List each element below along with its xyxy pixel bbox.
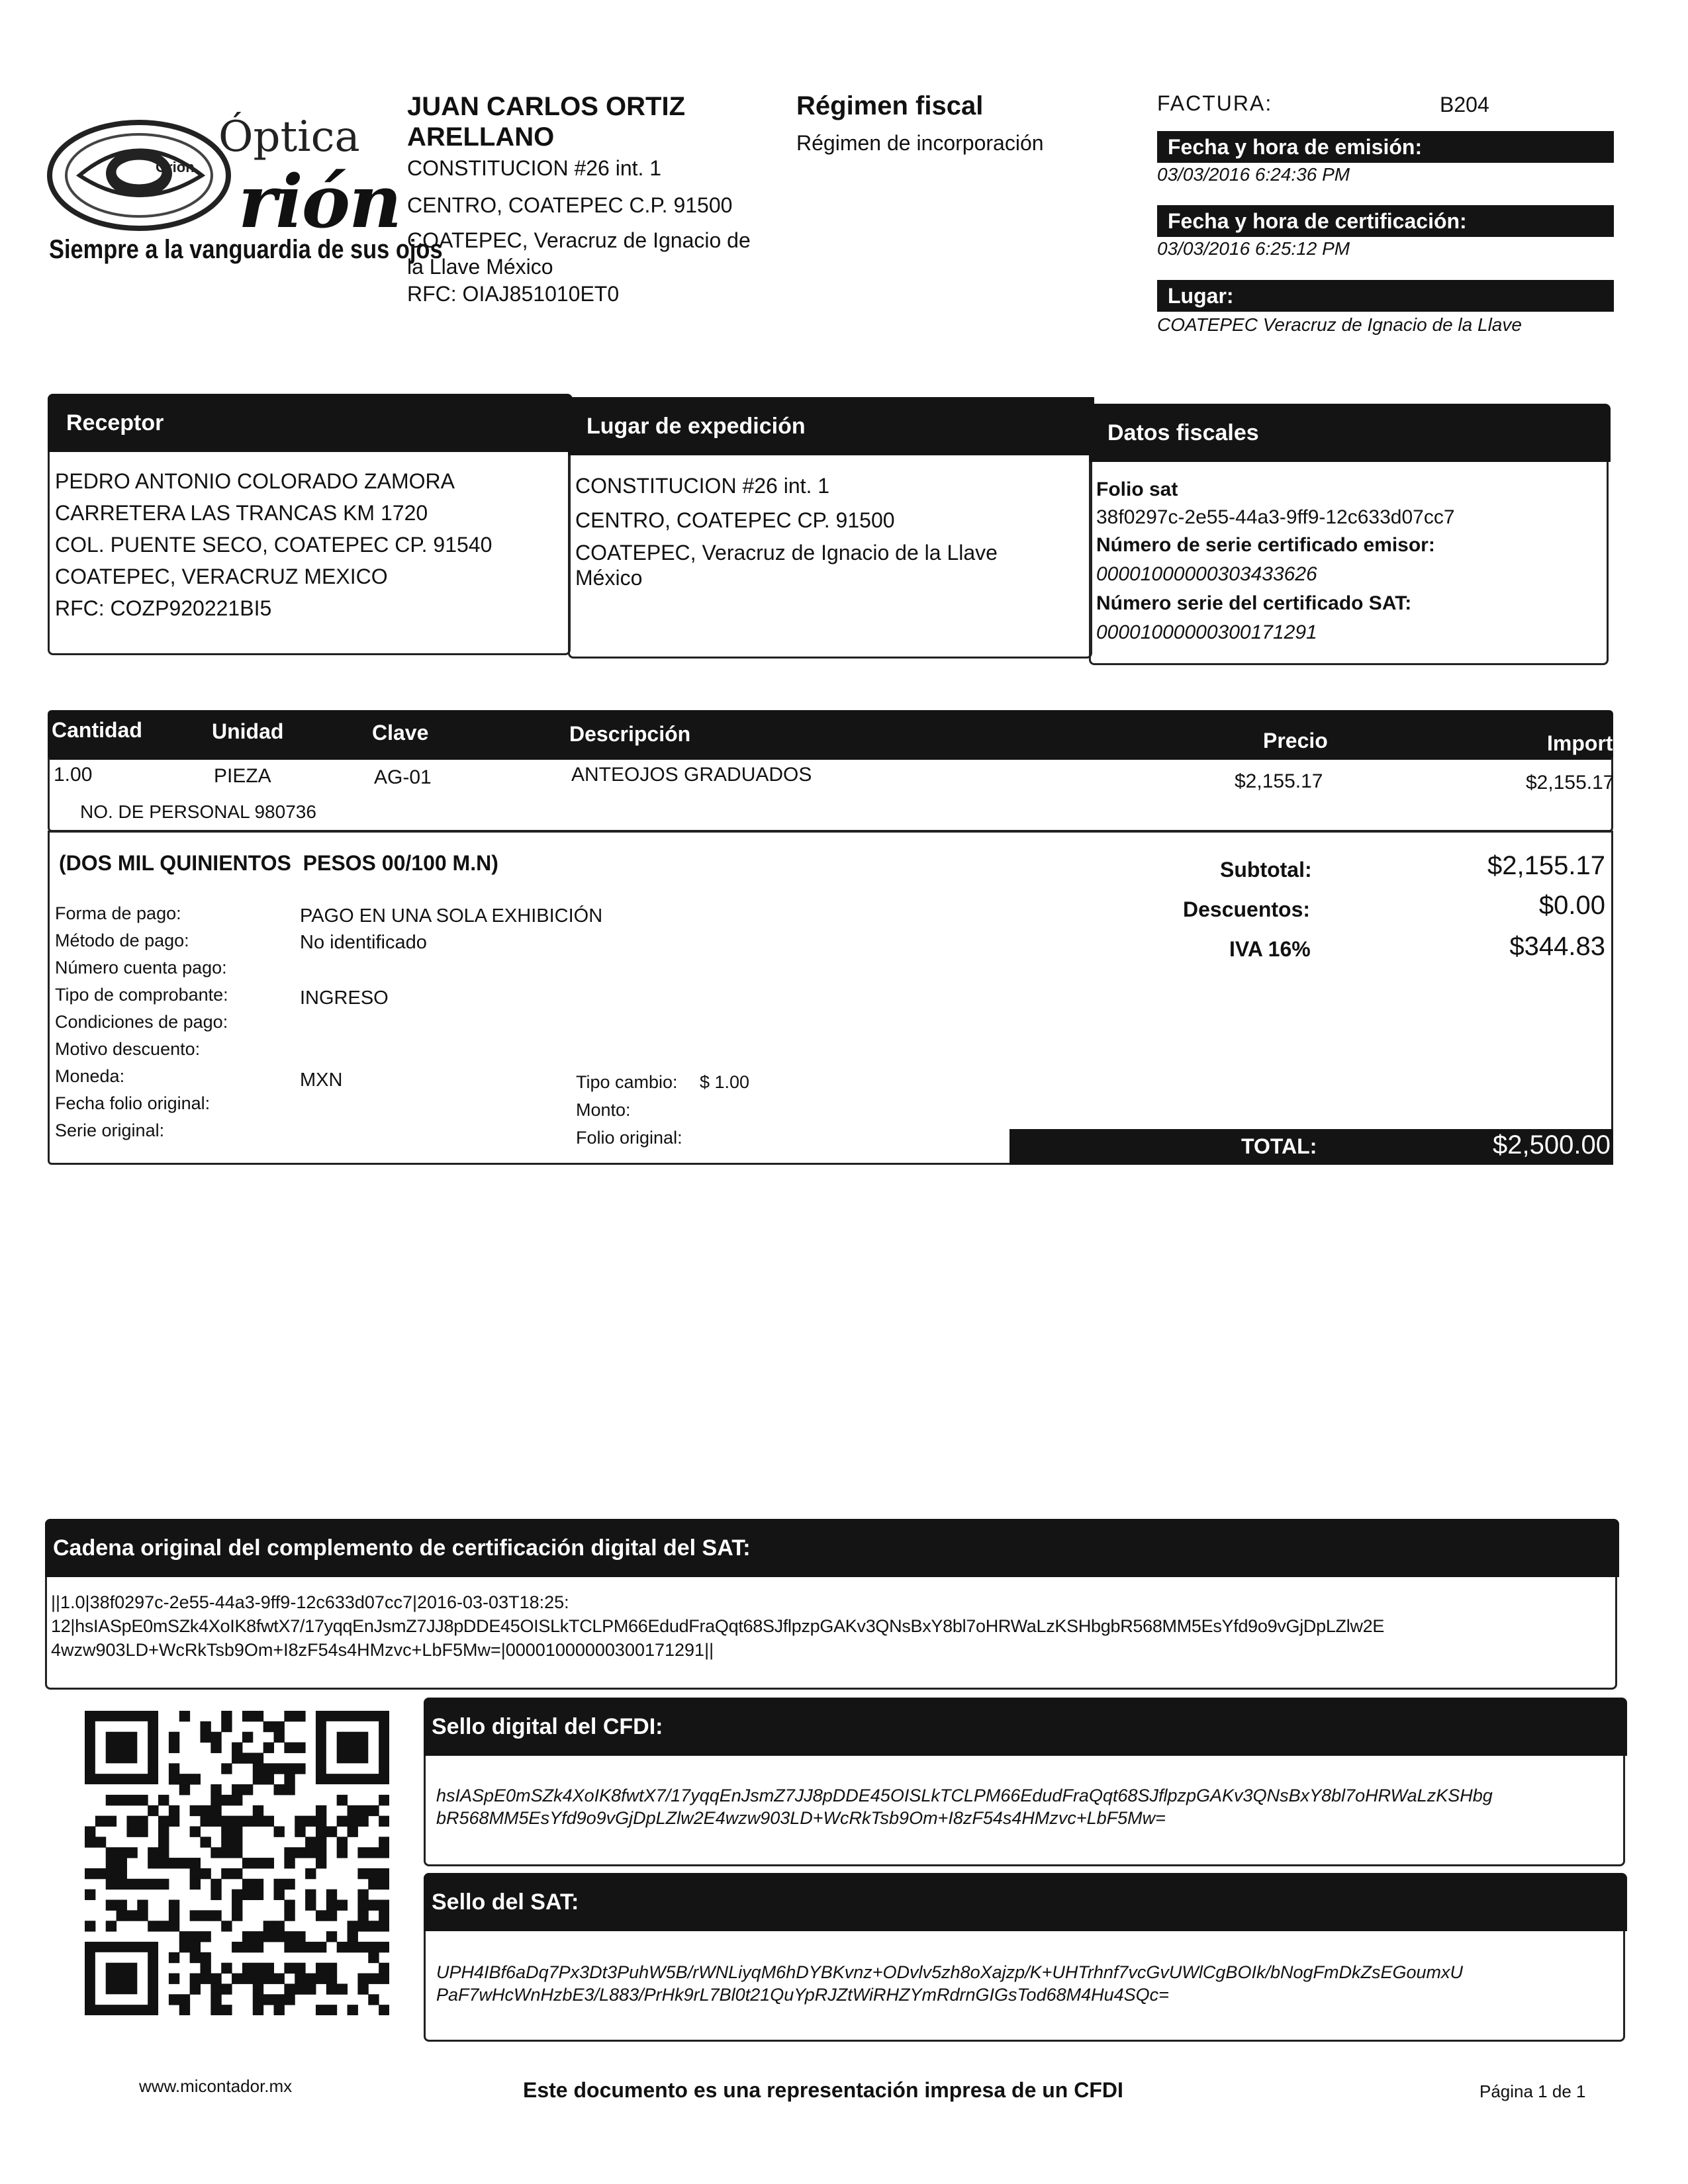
- expedicion-box: [568, 397, 1092, 659]
- serie-emisor-label: Número de serie certificado emisor:: [1096, 534, 1435, 556]
- sello-cfdi-text: [436, 1784, 1621, 1829]
- emision-label: Fecha y hora de emisión:: [1157, 131, 1614, 163]
- emisor-address2: CENTRO, COATEPEC C.P. 91500: [407, 193, 733, 217]
- qr-code: [85, 1711, 389, 2015]
- logo-brand-top: Óptica: [218, 113, 360, 161]
- factura-label: FACTURA:: [1157, 91, 1273, 115]
- metodo-pago-label: Método de pago:: [55, 931, 189, 950]
- serie-original-label: Serie original:: [55, 1120, 165, 1140]
- cadena-line3: 4wzw903LD+WcRkTsb9Om+I8zF54s4HMzvc+LbF5Mw=|00001000000300171291||: [51, 1640, 714, 1660]
- col-precio: Precio: [1263, 729, 1328, 752]
- metodo-pago-value: No identificado: [300, 932, 427, 953]
- sello-cfdi-line2: bR568MM5EsYfd9o9vGjDpLZlw2E4wzw903LD+WcRkTsb9Om+I8zF54s4HMzvc+LbF5Mw=: [436, 1808, 1166, 1828]
- receptor-rfc: RFC: COZP920221BI5: [55, 596, 272, 620]
- footer-legend: Este documento es una representación impresa de un CFDI: [523, 2078, 1123, 2102]
- serie-sat-value: 00001000000300171291: [1096, 621, 1317, 643]
- receptor-address3: COATEPEC, VERACRUZ MEXICO: [55, 565, 388, 588]
- total-value: $2,500.00: [1493, 1130, 1611, 1160]
- summary-box: [48, 831, 1613, 1165]
- summary-labels: [55, 900, 228, 1144]
- receptor-name: PEDRO ANTONIO COLORADO ZAMORA: [55, 469, 455, 493]
- folio-sat-label: Folio sat: [1096, 478, 1178, 500]
- tipo-comprobante-value: INGRESO: [300, 987, 389, 1009]
- emisor-address4: la Llave México: [407, 255, 553, 279]
- expedicion-address1: CONSTITUCION #26 int. 1: [575, 474, 830, 498]
- receptor-address1: CARRETERA LAS TRANCAS KM 1720: [55, 501, 428, 525]
- condiciones-label: Condiciones de pago:: [55, 1012, 228, 1032]
- serie-emisor-value: 00001000000303433626: [1096, 563, 1317, 585]
- fiscales-box: [1089, 404, 1609, 665]
- cuenta-pago-label: Número cuenta pago:: [55, 958, 227, 978]
- receptor-header: Receptor: [48, 394, 573, 452]
- qr-code-icon: [85, 1711, 389, 2015]
- motivo-label: Motivo descuento:: [55, 1039, 201, 1059]
- row-unidad: PIEZA: [214, 765, 271, 787]
- col-cantidad: Cantidad: [52, 718, 142, 742]
- logo-tagline: Siempre a la vanguardia de sus ojos: [49, 235, 443, 264]
- sello-cfdi-box: [424, 1698, 1625, 1866]
- emisor-name-line1: JUAN CARLOS ORTIZ: [407, 92, 685, 121]
- expedicion-lines: [575, 469, 998, 588]
- fecha-folio-label: Fecha folio original:: [55, 1093, 211, 1113]
- total-bar: [1009, 1129, 1613, 1165]
- col-unidad: Unidad: [212, 719, 284, 743]
- emisor-name-line2: ARELLANO: [407, 122, 555, 152]
- sello-sat-line2: PaF7wHcWnHzbE3/L883/PrHk9rL7Bl0t21QuYpRJZtWiRHZYmRdrnGIGsTod68M4Hu4SQc=: [436, 1985, 1169, 2005]
- serie-sat-label: Número serie del certificado SAT:: [1096, 592, 1412, 614]
- sello-sat-header: Sello del SAT:: [424, 1873, 1627, 1931]
- forma-pago-value: PAGO EN UNA SOLA EXHIBICIÓN: [300, 905, 603, 927]
- row-descripcion: ANTEOJOS GRADUADOS: [571, 764, 812, 786]
- lugar-label: Lugar:: [1157, 280, 1614, 312]
- item-note: NO. DE PERSONAL 980736: [80, 801, 316, 822]
- emisor-rfc: RFC: OIAJ851010ET0: [407, 282, 620, 306]
- certificacion-value: 03/03/2016 6:25:12 PM: [1157, 238, 1350, 259]
- amount-in-words: (DOS MIL QUINIENTOS PESOS 00/100 M.N): [59, 851, 498, 875]
- certificacion-label: Fecha y hora de certificación:: [1157, 205, 1614, 237]
- subtotal-value: $2,155.17: [1487, 851, 1605, 880]
- receptor-box: [48, 394, 571, 655]
- items-header-bar: [48, 710, 1625, 760]
- receptor-address2: COL. PUENTE SECO, COATEPEC CP. 91540: [55, 533, 492, 557]
- emisor-block: [407, 91, 791, 308]
- moneda-label: Moneda:: [55, 1066, 125, 1086]
- factura-number: B204: [1440, 93, 1489, 116]
- expedicion-address2: CENTRO, COATEPEC CP. 91500: [575, 508, 895, 532]
- cadena-line1: ||1.0|38f0297c-2e55-44a3-9ff9-12c633d07cc7|2016-03-03T18:25:: [51, 1592, 569, 1612]
- col-importe: Importe: [1547, 731, 1625, 755]
- tipo-comprobante-label: Tipo de comprobante:: [55, 985, 228, 1005]
- regimen-title: Régimen fiscal: [796, 91, 984, 120]
- cadena-header: Cadena original del complemento de certificación digital del SAT:: [45, 1519, 1619, 1577]
- regimen-value: Régimen de incorporación: [796, 131, 1044, 155]
- fiscales-content: [1096, 475, 1599, 647]
- subtotal-label: Subtotal:: [1220, 858, 1312, 882]
- folio-sat-value: 38f0297c-2e55-44a3-9ff9-12c633d07cc7: [1096, 506, 1455, 528]
- footer-website: www.micontador.mx: [139, 2076, 293, 2096]
- tipo-cambio-label: Tipo cambio:: [576, 1072, 678, 1092]
- logo-badge-text: Orión: [156, 159, 195, 175]
- col-descripcion: Descripción: [569, 722, 691, 746]
- sello-sat-line1: UPH4IBf6aDq7Px3Dt3PuhW5B/rWNLiyqM6hDYBKvnz+ODvlv5zh8oXajzp/K+UHTrhnf7vcGvUWlCgBOIk/bNogFmDkZsEGoumxU: [436, 1962, 1463, 1982]
- monto-label: Monto:: [576, 1100, 631, 1120]
- sello-cfdi-line1: hsIASpE0mSZk4XoIK8fwtX7/17yqqEnJsmZ7JJ8pDDE45OISLkTCLPM66EdudFraQqt68SJflpzpGAKv3QNsBxY8bl7oHRWaLzKSHbg: [436, 1786, 1493, 1805]
- sello-cfdi-header: Sello digital del CFDI:: [424, 1698, 1627, 1756]
- cadena-text: [51, 1590, 1613, 1662]
- sello-sat-text: [436, 1961, 1621, 2006]
- cadena-box: [45, 1519, 1617, 1690]
- cadena-line2: 12|hsIASpE0mSZk4XoIK8fwtX7/17yqqEnJsmZ7JJ8pDDE45OISLkTCLPM66EdudFraQqt68SJflpzpGAKv3QNsBxY8bl7oHRWaLzKSHbgbR568MM5EsYfd9o9vGjDpLZlw2E: [51, 1616, 1385, 1636]
- row-importe: $2,155.17: [1526, 772, 1615, 794]
- fiscales-header: Datos fiscales: [1089, 404, 1611, 462]
- tipo-cambio-value: $ 1.00: [700, 1072, 750, 1092]
- folio-original-label: Folio original:: [576, 1128, 682, 1148]
- forma-pago-label: Forma de pago:: [55, 903, 181, 923]
- footer-page: Página 1 de 1: [1479, 2081, 1586, 2101]
- iva-label: IVA 16%: [1229, 937, 1311, 961]
- total-label: TOTAL:: [1241, 1134, 1317, 1158]
- row-precio: $2,155.17: [1235, 770, 1323, 792]
- logo-brand-script: rión: [238, 159, 401, 244]
- emisor-address3: COATEPEC, Veracruz de Ignacio de: [407, 228, 751, 252]
- table-row: [50, 758, 1615, 797]
- lugar-value: COATEPEC Veracruz de Ignacio de la Llave: [1157, 314, 1522, 335]
- expedicion-address3: COATEPEC, Veracruz de Ignacio de la Llave: [575, 541, 998, 565]
- items-body: [48, 758, 1613, 832]
- row-cantidad: 1.00: [54, 764, 93, 786]
- col-clave: Clave: [372, 721, 429, 745]
- expedicion-header: Lugar de expedición: [568, 397, 1094, 455]
- descuentos-label: Descuentos:: [1183, 897, 1311, 921]
- receptor-lines: [55, 465, 492, 624]
- emisor-address1: CONSTITUCION #26 int. 1: [407, 156, 662, 180]
- descuentos-value: $0.00: [1538, 891, 1605, 920]
- emision-value: 03/03/2016 6:24:36 PM: [1157, 164, 1350, 185]
- expedicion-address4: México: [575, 566, 643, 590]
- moneda-value: MXN: [300, 1069, 343, 1091]
- iva-value: $344.83: [1509, 932, 1605, 961]
- row-clave: AG-01: [374, 766, 432, 788]
- sello-sat-box: [424, 1873, 1625, 2042]
- company-logo: [40, 99, 443, 278]
